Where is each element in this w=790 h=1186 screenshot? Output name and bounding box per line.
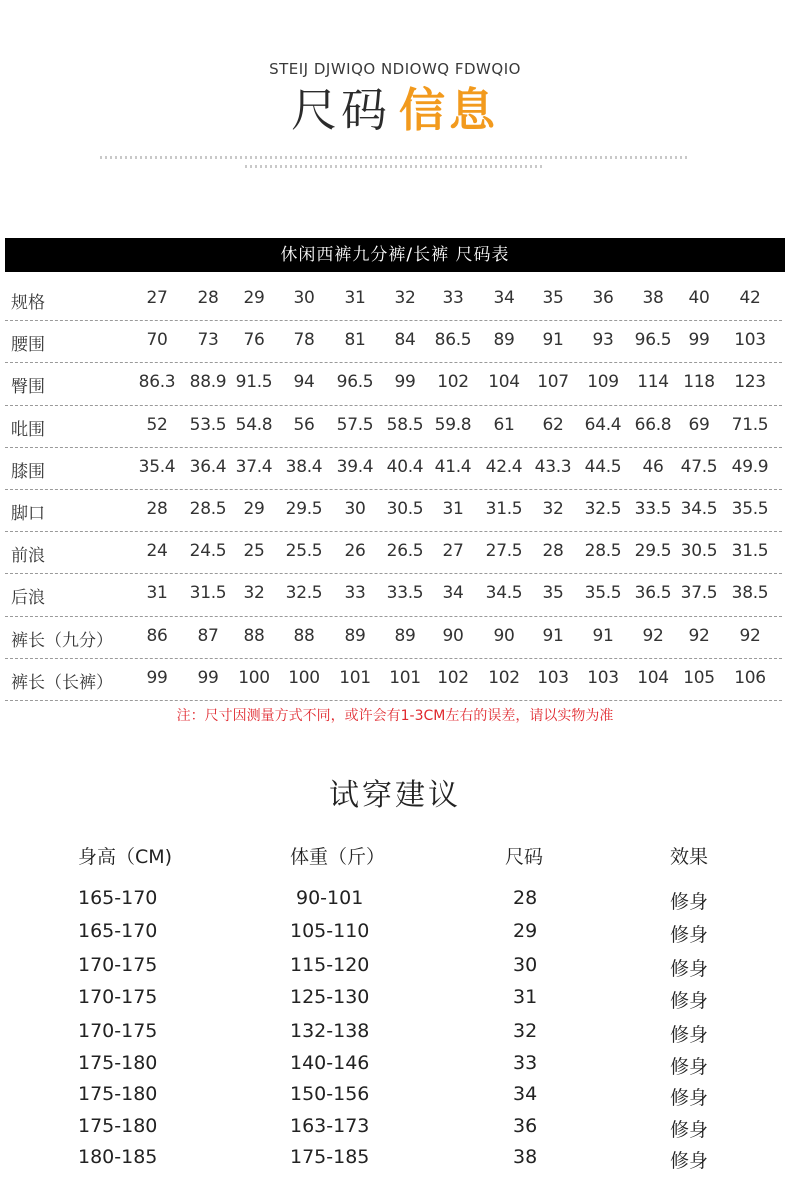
- fit-guide-cell: 修身: [670, 1119, 709, 1141]
- fit-guide-cell: 33: [513, 1052, 538, 1074]
- size-cell: 89: [344, 625, 366, 646]
- size-cell: 41.4: [434, 456, 472, 477]
- fit-guide-header: [0, 842, 790, 872]
- size-cell: 32: [394, 288, 416, 308]
- size-cell: 107: [537, 372, 569, 393]
- size-row: [5, 448, 782, 490]
- size-cell: 25.5: [285, 541, 323, 562]
- fit-guide-cell: 175-180: [78, 1052, 158, 1074]
- size-cell: 86.3: [138, 372, 176, 393]
- measurement-note: 注：尺寸因测量方式不同，或许会有1-3CM左右的误差，请以实物为准: [176, 708, 614, 724]
- fit-guide-cell: 105-110: [290, 920, 370, 942]
- size-cell: 71.5: [731, 414, 769, 435]
- fit-guide-header-cell: 体重（斤）: [290, 846, 386, 868]
- size-cell: 102: [437, 372, 469, 393]
- size-cell: 38: [642, 288, 664, 308]
- size-cell: 39.4: [336, 456, 374, 477]
- fit-guide-cell: 175-185: [290, 1146, 370, 1168]
- size-row-label: 脚口: [11, 503, 45, 524]
- header-subtitle: STEIJ DJWIQO NDIOWQ FDWQIO: [269, 60, 521, 78]
- size-row-label: 吡围: [11, 419, 45, 440]
- fit-guide-cell: 28: [513, 887, 538, 909]
- size-cell: 89: [493, 330, 515, 351]
- size-cell: 87: [197, 625, 219, 646]
- size-row-label: 后浪: [11, 588, 45, 609]
- fit-guide-cell: 31: [513, 986, 538, 1008]
- size-cell: 42.4: [485, 456, 523, 477]
- fit-guide-cell: 170-175: [78, 954, 158, 976]
- size-cell: 24.5: [189, 541, 227, 562]
- size-cell: 25: [243, 541, 265, 562]
- size-cell: 105: [683, 667, 715, 688]
- fit-guide-cell: 修身: [670, 1024, 709, 1046]
- size-cell: 53.5: [189, 414, 227, 435]
- size-cell: 103: [587, 667, 619, 688]
- size-cell: 106: [734, 667, 766, 688]
- size-cell: 29: [243, 498, 265, 519]
- size-cell: 29.5: [634, 541, 672, 562]
- fit-guide-cell: 165-170: [78, 887, 158, 909]
- size-cell: 30.5: [680, 541, 718, 562]
- size-cell: 102: [437, 667, 469, 688]
- size-cell: 101: [389, 667, 421, 688]
- fit-guide-cell: 163-173: [290, 1115, 370, 1137]
- fit-guide-cell: 175-180: [78, 1115, 158, 1137]
- size-cell: 35.4: [138, 456, 176, 477]
- size-cell: 31: [146, 583, 168, 604]
- fit-guide-cell: 90-101: [296, 887, 364, 909]
- size-cell: 33.5: [386, 583, 424, 604]
- size-cell: 90: [442, 625, 464, 646]
- size-cell: 40: [688, 288, 710, 308]
- size-row: [5, 574, 782, 616]
- size-cell: 34: [493, 288, 515, 308]
- size-cell: 38.4: [285, 456, 323, 477]
- size-cell: 92: [739, 625, 761, 646]
- size-cell: 42: [739, 288, 761, 308]
- size-table: [5, 279, 782, 701]
- size-cell: 93: [592, 330, 614, 351]
- fit-guide-cell: 165-170: [78, 920, 158, 942]
- fit-guide-cell: 150-156: [290, 1083, 370, 1105]
- size-cell: 28.5: [189, 498, 227, 519]
- size-cell: 36.4: [189, 456, 227, 477]
- fit-guide-cell: 170-175: [78, 986, 158, 1008]
- size-cell: 104: [637, 667, 669, 688]
- size-cell: 91: [542, 330, 564, 351]
- size-cell: 32.5: [285, 583, 323, 604]
- fit-guide-cell: 修身: [670, 1087, 709, 1109]
- size-cell: 47.5: [680, 456, 718, 477]
- size-cell: 114: [637, 372, 669, 393]
- fit-guide-header-cell: 尺码: [505, 846, 544, 868]
- size-cell: 28: [197, 288, 219, 308]
- decorative-dotted-line-2: [245, 165, 545, 168]
- size-cell: 89: [394, 625, 416, 646]
- size-cell: 40.4: [386, 456, 424, 477]
- size-cell: 30.5: [386, 498, 424, 519]
- size-cell: 96.5: [634, 330, 672, 351]
- size-cell: 37.4: [235, 456, 273, 477]
- size-cell: 78: [293, 330, 315, 351]
- fit-guide-row: [0, 954, 790, 984]
- size-cell: 34.5: [680, 498, 718, 519]
- size-cell: 24: [146, 541, 168, 562]
- size-cell: 99: [394, 372, 416, 393]
- fit-guide-row: [0, 920, 790, 950]
- size-cell: 91: [542, 625, 564, 646]
- fit-guide-cell: 140-146: [290, 1052, 370, 1074]
- size-cell: 101: [339, 667, 371, 688]
- size-row: [5, 490, 782, 532]
- size-cell: 103: [734, 330, 766, 351]
- fit-guide-cell: 30: [513, 954, 538, 976]
- size-cell: 28: [542, 541, 564, 562]
- size-cell: 38.5: [731, 583, 769, 604]
- size-cell: 44.5: [584, 456, 622, 477]
- fit-guide-cell: 36: [513, 1115, 538, 1137]
- size-cell: 100: [288, 667, 320, 688]
- size-cell: 88: [293, 625, 315, 646]
- title-accent: 信息: [399, 83, 499, 137]
- size-row-label: 前浪: [11, 546, 45, 567]
- size-cell: 59.8: [434, 414, 472, 435]
- fit-guide-cell: 115-120: [290, 954, 370, 976]
- fit-guide-row: [0, 1115, 790, 1145]
- size-cell: 46: [642, 456, 664, 477]
- size-cell: 123: [734, 372, 766, 393]
- fit-guide-cell: 34: [513, 1083, 538, 1105]
- size-cell: 37.5: [680, 583, 718, 604]
- size-cell: 96.5: [336, 372, 374, 393]
- size-cell: 64.4: [584, 414, 622, 435]
- size-cell: 58.5: [386, 414, 424, 435]
- fit-guide-cell: 修身: [670, 924, 709, 946]
- size-cell: 86.5: [434, 330, 472, 351]
- size-cell: 88: [243, 625, 265, 646]
- size-row-label: 臀围: [11, 377, 45, 398]
- size-cell: 31.5: [189, 583, 227, 604]
- size-cell: 70: [146, 330, 168, 351]
- size-cell: 30: [293, 288, 315, 308]
- size-cell: 33.5: [634, 498, 672, 519]
- size-cell: 35: [542, 583, 564, 604]
- fit-guide-cell: 修身: [670, 1056, 709, 1078]
- size-cell: 90: [493, 625, 515, 646]
- size-cell: 91.5: [235, 372, 273, 393]
- fit-guide-title: 试穿建议: [329, 778, 461, 813]
- size-cell: 26: [344, 541, 366, 562]
- fit-guide-cell: 38: [513, 1146, 538, 1168]
- size-cell: 99: [197, 667, 219, 688]
- size-cell: 32.5: [584, 498, 622, 519]
- size-cell: 33: [442, 288, 464, 308]
- size-cell: 31: [442, 498, 464, 519]
- size-row: [5, 363, 782, 405]
- size-cell: 57.5: [336, 414, 374, 435]
- size-cell: 34.5: [485, 583, 523, 604]
- size-cell: 28: [146, 498, 168, 519]
- fit-guide-header-cell: 身高（CM): [78, 846, 173, 868]
- size-cell: 35.5: [731, 498, 769, 519]
- fit-guide-row: [0, 1083, 790, 1113]
- fit-guide-row: [0, 986, 790, 1016]
- size-cell: 88.9: [189, 372, 227, 393]
- size-cell: 100: [238, 667, 270, 688]
- fit-guide-cell: 修身: [670, 1150, 709, 1172]
- size-cell: 69: [688, 414, 710, 435]
- size-cell: 102: [488, 667, 520, 688]
- size-cell: 92: [688, 625, 710, 646]
- size-cell: 28.5: [584, 541, 622, 562]
- fit-guide-cell: 32: [513, 1020, 538, 1042]
- size-chart-banner: 休闲西裤九分裤/长裤 尺码表: [5, 238, 785, 272]
- size-cell: 103: [537, 667, 569, 688]
- size-cell: 91: [592, 625, 614, 646]
- size-cell: 61: [493, 414, 515, 435]
- size-cell: 27: [146, 288, 168, 308]
- size-cell: 94: [293, 372, 315, 393]
- size-row: [5, 406, 782, 448]
- fit-guide-cell: 180-185: [78, 1146, 158, 1168]
- fit-guide-row: [0, 1146, 790, 1176]
- size-cell: 109: [587, 372, 619, 393]
- size-cell: 35: [542, 288, 564, 308]
- fit-guide-cell: 修身: [670, 891, 709, 913]
- size-row-label: 腰围: [11, 335, 45, 356]
- title-dark: 尺码: [291, 83, 391, 137]
- size-cell: 52: [146, 414, 168, 435]
- size-row: [5, 321, 782, 363]
- fit-guide-cell: 修身: [670, 958, 709, 980]
- size-row: [5, 617, 782, 659]
- size-cell: 35.5: [584, 583, 622, 604]
- size-row-label: 膝围: [11, 461, 45, 482]
- size-cell: 31: [344, 288, 366, 308]
- size-cell: 34: [442, 583, 464, 604]
- fit-guide-row: [0, 1052, 790, 1082]
- size-cell: 27: [442, 541, 464, 562]
- fit-guide-row: [0, 887, 790, 917]
- fit-guide-cell: 175-180: [78, 1083, 158, 1105]
- size-row: [5, 532, 782, 574]
- size-row-label: 规格: [11, 293, 45, 313]
- size-cell: 76: [243, 330, 265, 351]
- size-cell: 32: [243, 583, 265, 604]
- decorative-dotted-line-1: [100, 156, 690, 159]
- fit-guide-cell: 132-138: [290, 1020, 370, 1042]
- size-cell: 49.9: [731, 456, 769, 477]
- fit-guide-cell: 170-175: [78, 1020, 158, 1042]
- size-cell: 32: [542, 498, 564, 519]
- size-cell: 99: [688, 330, 710, 351]
- size-cell: 36: [592, 288, 614, 308]
- size-cell: 43.3: [534, 456, 572, 477]
- size-cell: 56: [293, 414, 315, 435]
- size-cell: 54.8: [235, 414, 273, 435]
- size-cell: 86: [146, 625, 168, 646]
- size-cell: 99: [146, 667, 168, 688]
- size-cell: 30: [344, 498, 366, 519]
- size-cell: 33: [344, 583, 366, 604]
- size-row-label: 裤长（九分）: [11, 630, 113, 651]
- size-cell: 29: [243, 288, 265, 308]
- size-cell: 29.5: [285, 498, 323, 519]
- fit-guide-header-cell: 效果: [670, 846, 709, 868]
- size-cell: 31.5: [485, 498, 523, 519]
- size-cell: 31.5: [731, 541, 769, 562]
- fit-guide-cell: 修身: [670, 990, 709, 1012]
- size-cell: 73: [197, 330, 219, 351]
- fit-guide-cell: 125-130: [290, 986, 370, 1008]
- size-cell: 66.8: [634, 414, 672, 435]
- size-cell: 92: [642, 625, 664, 646]
- size-cell: 36.5: [634, 583, 672, 604]
- size-cell: 26.5: [386, 541, 424, 562]
- size-cell: 104: [488, 372, 520, 393]
- page-title: [0, 80, 790, 140]
- fit-guide-cell: 29: [513, 920, 538, 942]
- size-row: [5, 279, 782, 321]
- size-cell: 81: [344, 330, 366, 351]
- size-cell: 62: [542, 414, 564, 435]
- size-cell: 27.5: [485, 541, 523, 562]
- size-cell: 84: [394, 330, 416, 351]
- size-row: [5, 659, 782, 701]
- size-cell: 118: [683, 372, 715, 393]
- size-row-label: 裤长（长裤）: [11, 672, 113, 693]
- fit-guide-row: [0, 1020, 790, 1050]
